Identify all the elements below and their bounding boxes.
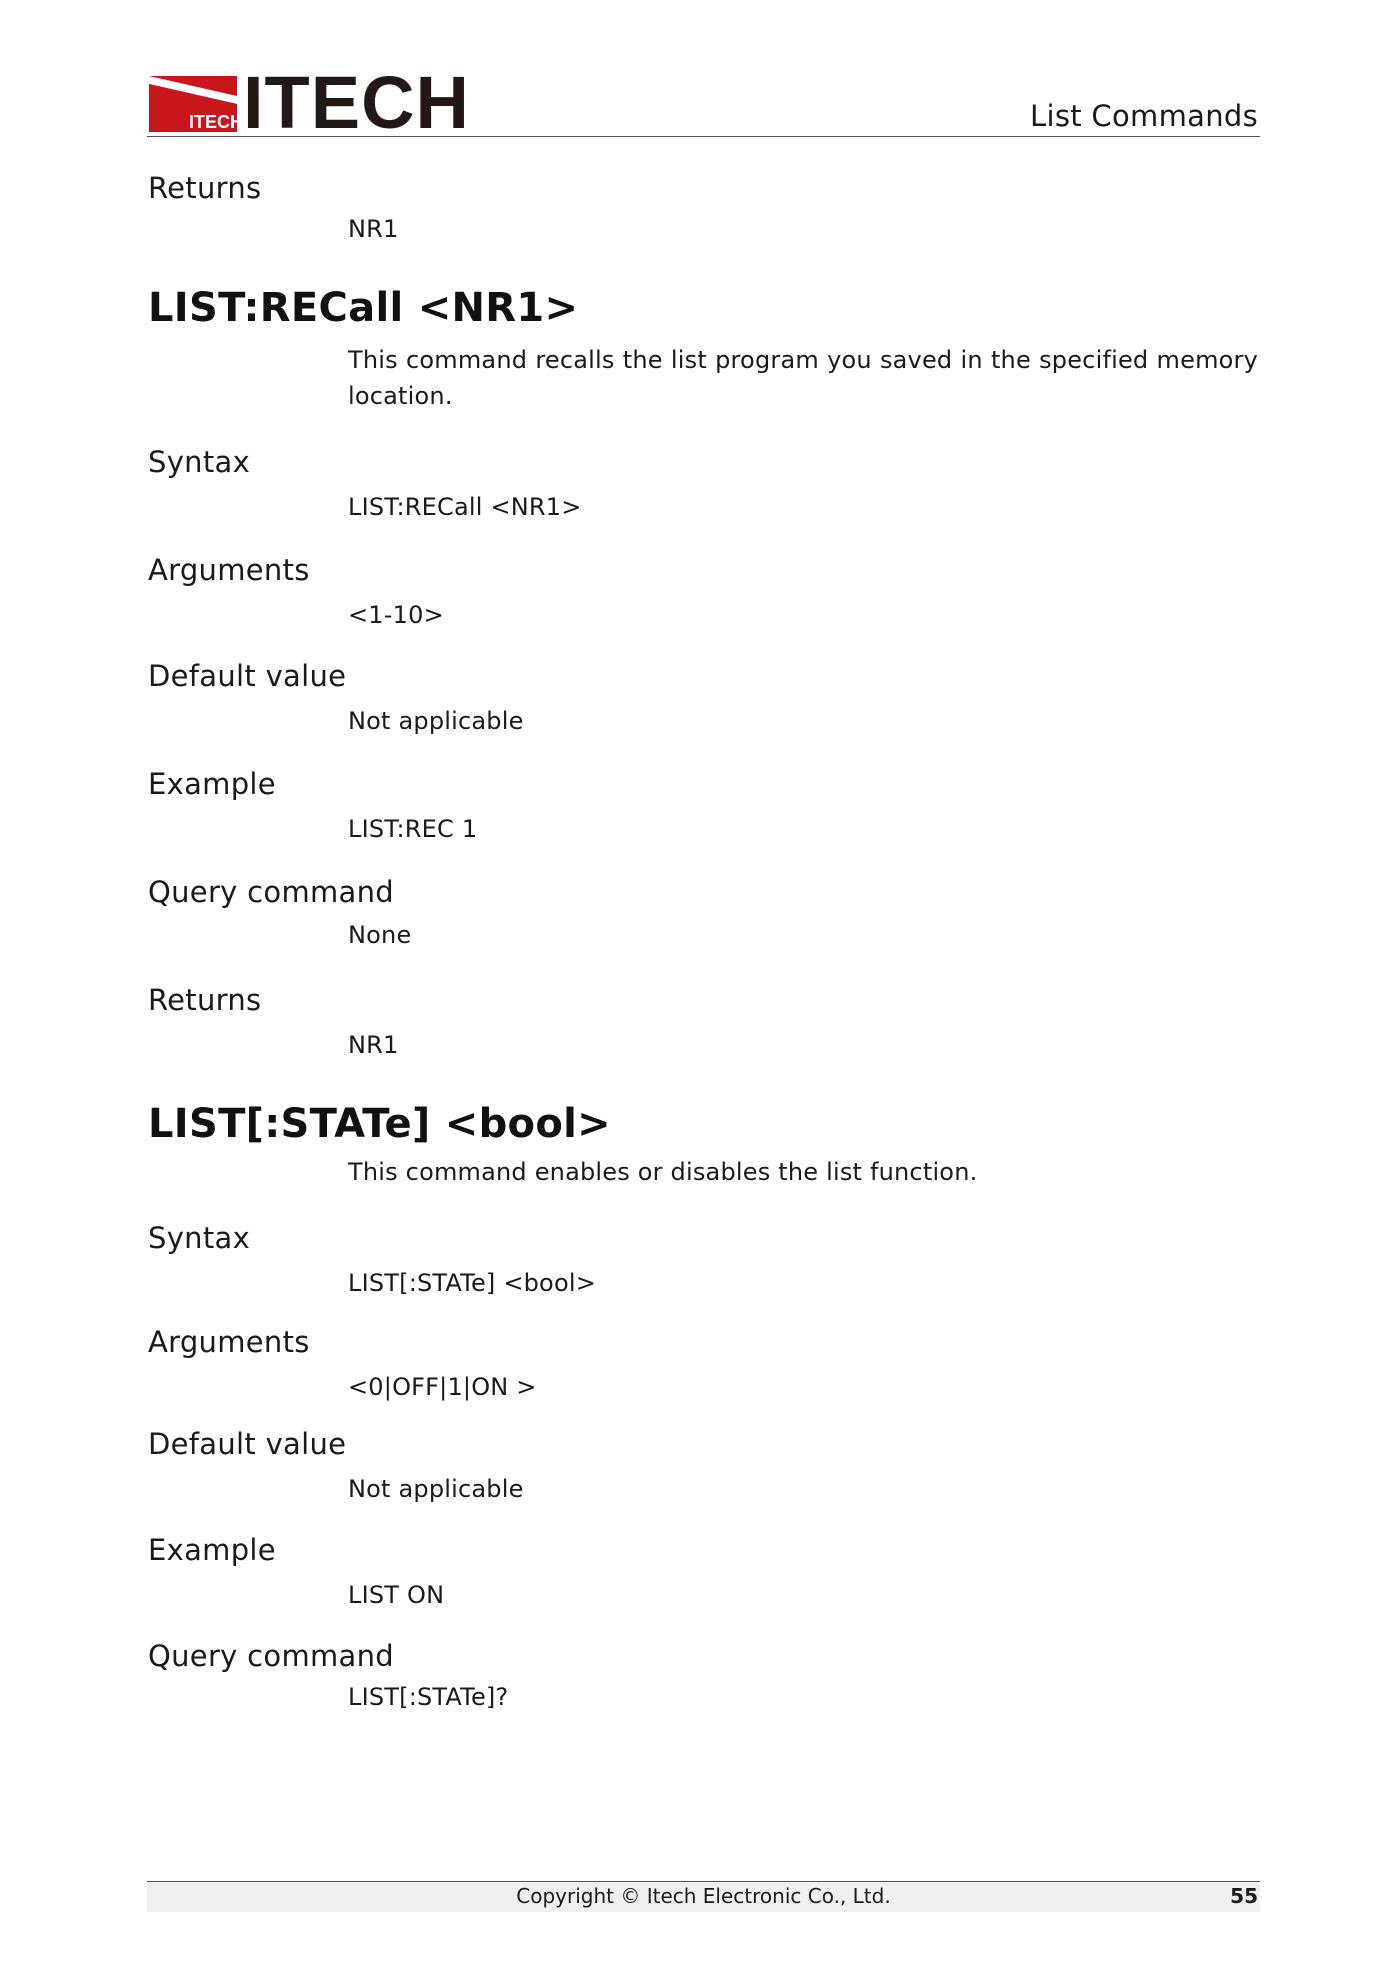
itech-logo	[149, 61, 470, 144]
recall-arguments-value: <1-10>	[348, 601, 444, 629]
returns-label: Returns	[148, 171, 262, 205]
section-title: List Commands	[1030, 99, 1258, 133]
state-default-value: Not applicable	[348, 1475, 524, 1503]
state-query-label: Query command	[148, 1639, 394, 1673]
main-content	[148, 170, 1258, 1714]
recall-query-value: None	[348, 921, 412, 949]
recall-returns-value: NR1	[348, 1031, 399, 1059]
command-heading-recall: LIST:RECall <NR1>	[148, 285, 579, 331]
state-arguments-label: Arguments	[148, 1325, 310, 1359]
state-arguments-value: <0|OFF|1|ON >	[348, 1373, 537, 1401]
recall-syntax-label: Syntax	[148, 445, 251, 479]
recall-default-label: Default value	[148, 659, 347, 693]
page-footer	[147, 1881, 1260, 1912]
recall-example-label: Example	[148, 767, 276, 801]
recall-query-label: Query command	[148, 875, 394, 909]
recall-arguments-label: Arguments	[148, 553, 310, 587]
page-header	[147, 61, 1260, 144]
command-heading-state: LIST[:STATe] <bool>	[148, 1101, 611, 1147]
logo-wordmark-text: ITECH	[243, 61, 470, 144]
state-syntax-label: Syntax	[148, 1221, 251, 1255]
logo-emblem-text: ITECH	[189, 112, 243, 132]
state-default-label: Default value	[148, 1427, 347, 1461]
state-query-value: LIST[:STATe]?	[348, 1683, 509, 1711]
recall-returns-label: Returns	[148, 983, 262, 1017]
logo-wordmark	[243, 61, 470, 144]
state-description: This command enables or disables the list function.	[348, 1158, 978, 1186]
returns-value: NR1	[348, 215, 399, 243]
recall-description: This command recalls the list program you saved in the specified memory location.	[348, 346, 1258, 410]
page-number: 55	[1230, 1884, 1258, 1908]
recall-example-value: LIST:REC 1	[348, 815, 478, 843]
logo-emblem-icon	[149, 76, 243, 132]
recall-default-value: Not applicable	[348, 707, 524, 735]
copyright-text: Copyright © Itech Electronic Co., Ltd.	[516, 1884, 891, 1908]
state-syntax-value: LIST[:STATe] <bool>	[348, 1269, 597, 1297]
state-example-value: LIST ON	[348, 1581, 445, 1609]
state-example-label: Example	[148, 1533, 276, 1567]
recall-syntax-value: LIST:RECall <NR1>	[348, 493, 582, 521]
